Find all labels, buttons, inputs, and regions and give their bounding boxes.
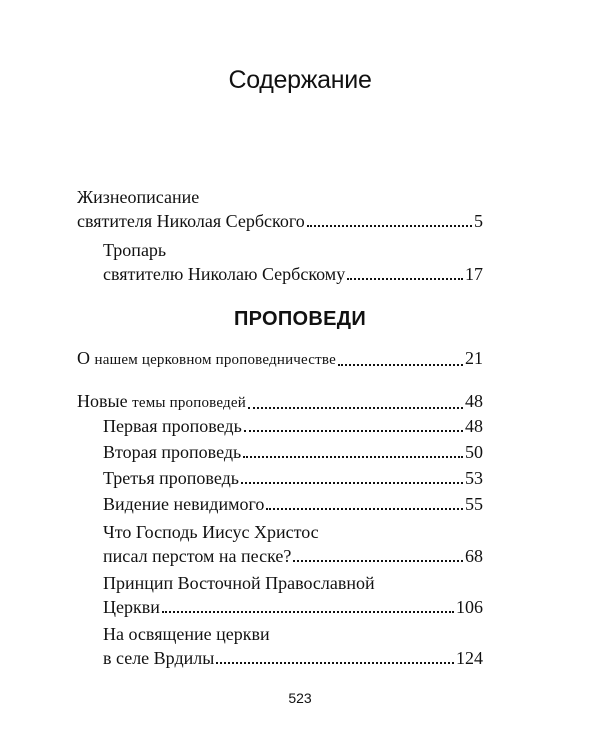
dot-leader (293, 559, 463, 562)
toc-entry-biography (77, 185, 483, 233)
toc-entry-sermon (103, 466, 483, 490)
page-number: 68 (465, 546, 483, 566)
entry-text: Принцип Восточной Православной (103, 573, 375, 593)
toc-entry-sermon (103, 622, 483, 670)
page-number: 53 (465, 468, 483, 488)
dot-leader (241, 481, 463, 484)
page-title: Содержание (228, 66, 372, 94)
page-number: 17 (465, 264, 483, 284)
entry-text: темы проповедей (132, 395, 246, 411)
entry-text: Вторая проповедь (103, 442, 242, 462)
page-number: 124 (456, 648, 483, 668)
toc-entry-sermon (103, 492, 483, 516)
entry-text: Церкви (103, 597, 160, 617)
dot-leader (248, 406, 463, 409)
page-number: 5 (474, 211, 483, 231)
entry-text: в селе Врдилы (103, 648, 215, 668)
section-heading: ПРОПОВЕДИ (233, 308, 367, 330)
page-number: 50 (465, 442, 483, 462)
dot-leader (216, 661, 454, 664)
entry-text: Тропарь (103, 240, 167, 260)
entry-prefix: Новые (77, 391, 128, 411)
folio-page-number: 523 (288, 690, 312, 706)
entry-text: Что Господь Иисус Христос (103, 522, 319, 542)
toc-entry-new-topics (77, 389, 483, 415)
entry-prefix: О (77, 348, 90, 368)
entry-text: нашем церковном проповедничестве (94, 352, 336, 368)
entry-text: святителю Николаю Сербскому (103, 264, 346, 284)
entry-text: Видение невидимого (103, 494, 265, 514)
entry-text: Жизнеописание (77, 187, 200, 207)
entry-text: На освящение церкви (103, 624, 270, 644)
toc-entry-sermon (103, 440, 483, 464)
page-number: 48 (465, 391, 483, 411)
dot-leader (243, 455, 463, 458)
dot-leader (266, 507, 463, 510)
entry-text: писал перстом на песке? (103, 546, 292, 566)
toc-entry-sermon (103, 520, 483, 568)
dot-leader (307, 224, 472, 227)
toc-entry-sermon (103, 571, 483, 619)
page-number: 55 (465, 494, 483, 514)
entry-text: Третья проповедь (103, 468, 239, 488)
toc-entry-sermon (103, 414, 483, 438)
entry-text: святителя Николая Сербского (77, 211, 305, 231)
dot-leader (162, 610, 454, 613)
page-number: 48 (465, 416, 483, 436)
dot-leader (347, 277, 463, 280)
page-number: 106 (456, 597, 483, 617)
page-number: 21 (465, 348, 483, 368)
toc-entry-troparion (103, 238, 483, 286)
dot-leader (338, 363, 463, 366)
toc-entry-preaching (77, 346, 483, 372)
dot-leader (244, 429, 463, 432)
entry-text: Первая проповедь (103, 416, 242, 436)
